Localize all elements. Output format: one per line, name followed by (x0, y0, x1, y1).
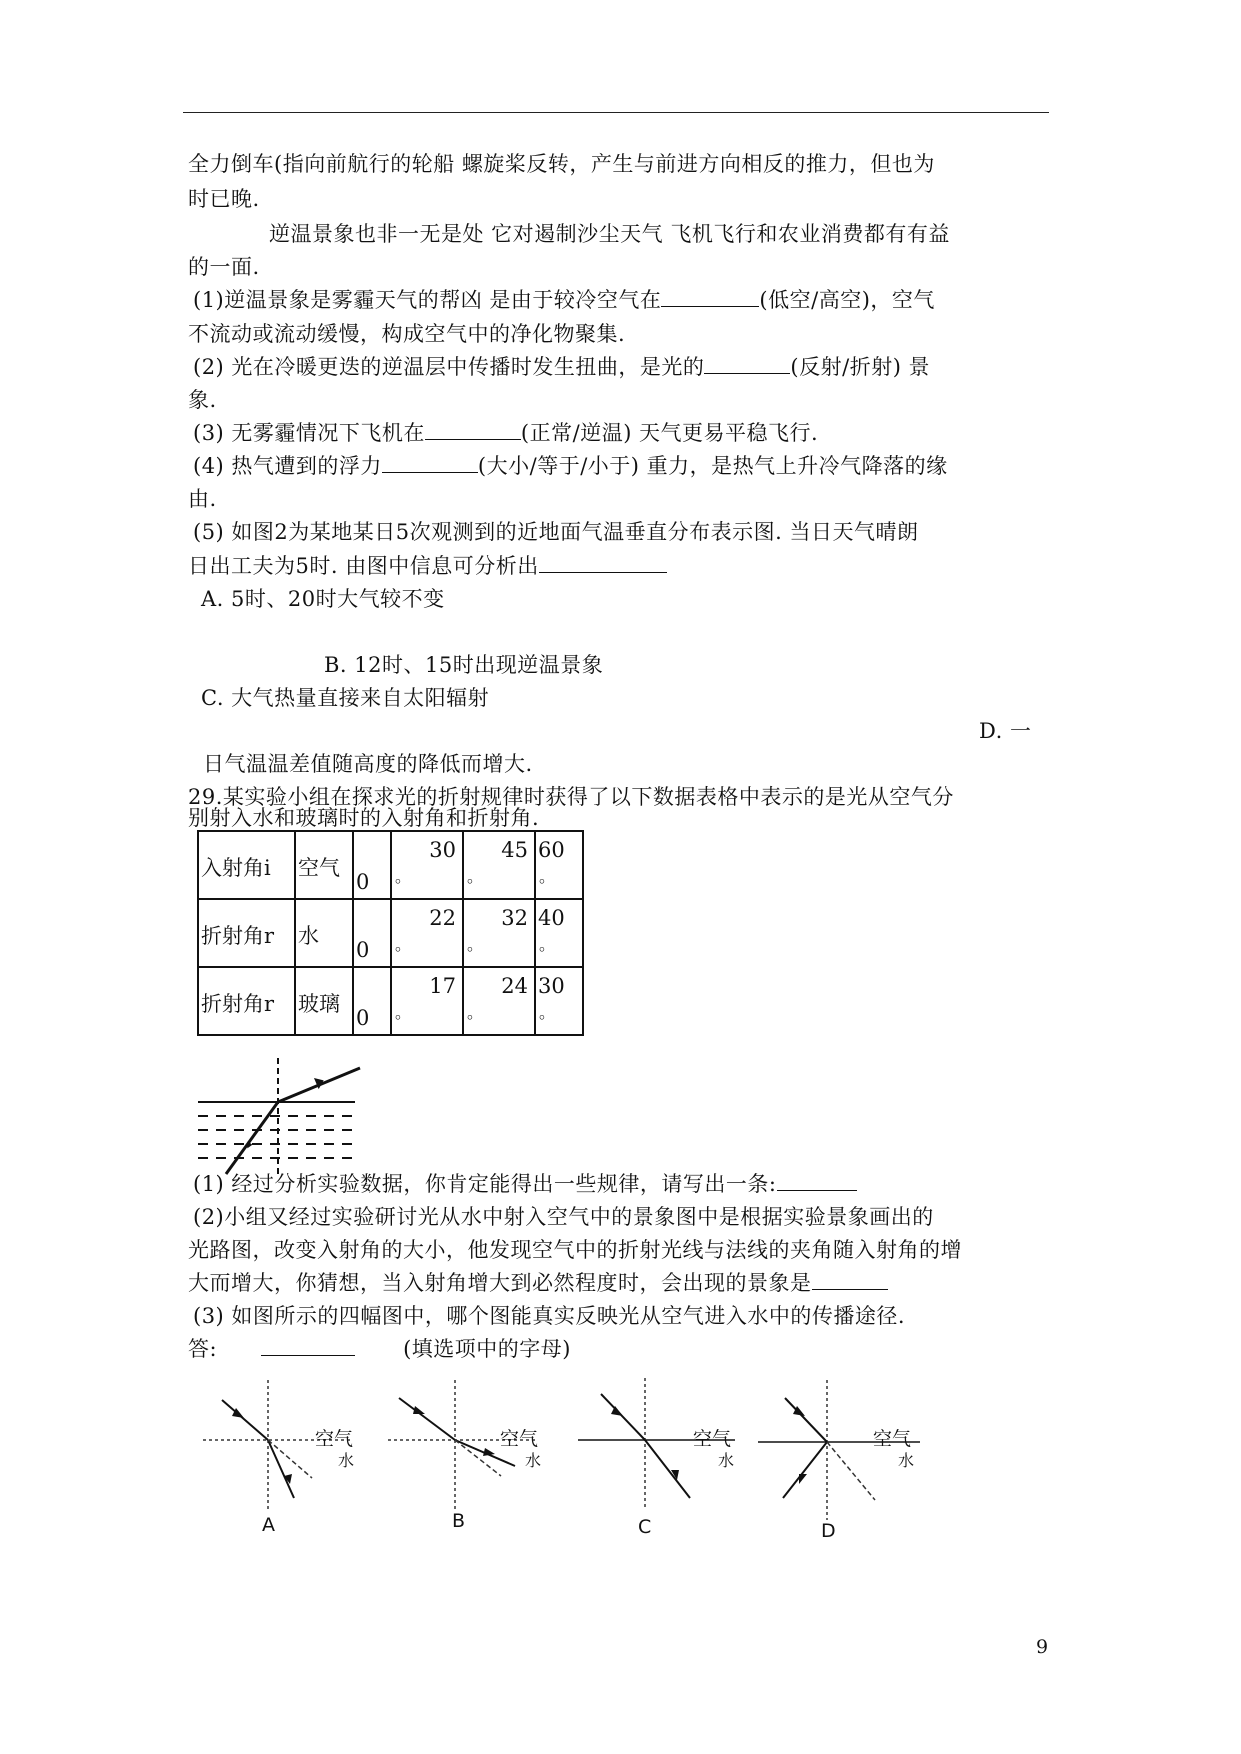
question-text: (正常/逆温) 天气更易平稳飞行. (520, 421, 819, 445)
table-cell: 60 。 (535, 831, 583, 899)
text-line: 不流动或流动缓慢，构成空气中的净化物聚集. (188, 322, 626, 346)
text-line: 别射入水和玻璃时的入射角和折射角. (188, 806, 540, 830)
answer-blank[interactable] (261, 1335, 355, 1356)
water-label: 水 (338, 1451, 355, 1470)
question-text: (1) 经过分析实验数据，你肯定能得出一些规律，请写出一条: (193, 1172, 777, 1196)
data-table (197, 830, 584, 1036)
question-3 (193, 419, 818, 447)
figure-label: D (821, 1520, 836, 1542)
table-cell: 水 (295, 899, 353, 967)
incident-ray (226, 1102, 278, 1174)
refraction-diagram (190, 1058, 370, 1176)
answer-blank[interactable] (704, 353, 790, 374)
answer-blank[interactable] (539, 552, 667, 573)
table-cell: 玻璃 (295, 967, 353, 1035)
figure-label: B (452, 1510, 466, 1532)
option-c: C. 大气热量直接来自太阳辐射 (201, 686, 490, 710)
figure-label: C (638, 1516, 652, 1538)
question-text: (大小/等于/小于) 重力，是热气上升冷气降落的缘 (477, 454, 948, 478)
question-text: (2) 光在冷暖更迭的逆温层中传播时发生扭曲，是光的 (193, 355, 705, 379)
question-2 (193, 353, 930, 381)
table-cell: 空气 (295, 831, 353, 899)
question-5-cont (188, 552, 667, 580)
air-label: 空气 (873, 1428, 912, 1450)
sub-question-2: (2)小组又经过实验研讨光从水中射入空气中的景象图中是根据实验景象画出的 (193, 1205, 934, 1229)
text-line: 逆温景象也非一无是处 它对遏制沙尘天气 飞机飞行和农业消费都有有益 (269, 222, 950, 246)
option-d-cont: 日气温温差值随高度的降低而增大. (203, 752, 533, 776)
table-cell: 17 。 (391, 967, 463, 1035)
table-cell: 折射角r (198, 899, 295, 967)
table-row (198, 831, 583, 899)
answer-blank[interactable] (425, 419, 521, 440)
question-text: (反射/折射) 景 (790, 355, 931, 379)
table-cell: 30 。 (535, 967, 583, 1035)
option-a: A. 5时、20时大气较不变 (201, 587, 445, 611)
table-row (198, 899, 583, 967)
question-text: (3) 无雾霾情况下飞机在 (193, 421, 425, 445)
text-line: 象. (188, 388, 217, 412)
figure-option-c (575, 1378, 740, 1528)
text-line: 光路图，改变入射角的大小，他发现空气中的折射光线与法线的夹角随入射角的增 (188, 1238, 962, 1262)
air-label: 空气 (500, 1428, 539, 1450)
text-line (188, 1269, 888, 1297)
table-cell: 32 。 (463, 899, 535, 967)
question-1 (193, 286, 935, 314)
water-hatching (198, 1116, 355, 1158)
question-text: (4) 热气遭到的浮力 (193, 454, 382, 478)
table-cell: 0 (353, 899, 391, 967)
header-rule (183, 112, 1049, 113)
text-line: 时已晚. (188, 187, 260, 211)
option-d: D. 一 (979, 719, 1032, 743)
table-cell: 入射角i (198, 831, 295, 899)
question-text: (低空/高空)，空气 (759, 288, 935, 312)
text-line: 的一面. (188, 255, 260, 279)
question-text: 大而增大，你猜想，当入射角增大到必然程度时，会出现的景象是 (188, 1271, 812, 1295)
sub-question-1 (193, 1170, 857, 1198)
air-label: 空气 (315, 1428, 354, 1450)
answer-line (188, 1335, 571, 1363)
answer-blank[interactable] (382, 452, 478, 473)
table-cell: 0 (353, 831, 391, 899)
table-row (198, 967, 583, 1035)
table-cell: 折射角r (198, 967, 295, 1035)
question-4 (193, 452, 948, 480)
water-label: 水 (718, 1451, 735, 1470)
page-number: 9 (1036, 1636, 1049, 1658)
answer-hint: (填选项中的字母) (403, 1337, 571, 1361)
text-line: 全力倒车(指向前航行的轮船 螺旋桨反转，产生与前进方向相反的推力，但也为 (188, 152, 935, 176)
table-cell: 40 。 (535, 899, 583, 967)
figure-option-a (200, 1380, 360, 1530)
figure-option-b (385, 1380, 545, 1530)
air-label: 空气 (693, 1428, 732, 1450)
water-label: 水 (898, 1451, 915, 1470)
question-5: (5) 如图2为某地某日5次观测到的近地面气温垂直分布表示图. 当日天气晴朗 (193, 520, 919, 544)
figure-label: A (262, 1514, 275, 1536)
table-cell: 0 (353, 967, 391, 1035)
table-cell: 30 。 (391, 831, 463, 899)
answer-blank[interactable] (777, 1170, 857, 1191)
text-line: 由. (188, 487, 217, 511)
table-cell: 45 。 (463, 831, 535, 899)
table-cell: 22 。 (391, 899, 463, 967)
question-29: 29.某实验小组在探求光的折射规律时获得了以下数据表格中表示的是光从空气分 (188, 785, 954, 809)
answer-blank[interactable] (812, 1269, 888, 1290)
answer-label: 答: (188, 1337, 218, 1361)
option-b: B. 12时、15时出现逆温景象 (324, 653, 604, 677)
water-label: 水 (525, 1451, 542, 1470)
question-text: 日出工夫为5时. 由图中信息可分析出 (188, 554, 539, 578)
table-cell: 24 。 (463, 967, 535, 1035)
answer-blank[interactable] (661, 286, 759, 307)
question-text: (1)逆温景象是雾霾天气的帮凶 是由于较冷空气在 (193, 288, 662, 312)
sub-question-3: (3) 如图所示的四幅图中，哪个图能真实反映光从空气进入水中的传播途径. (193, 1304, 906, 1328)
